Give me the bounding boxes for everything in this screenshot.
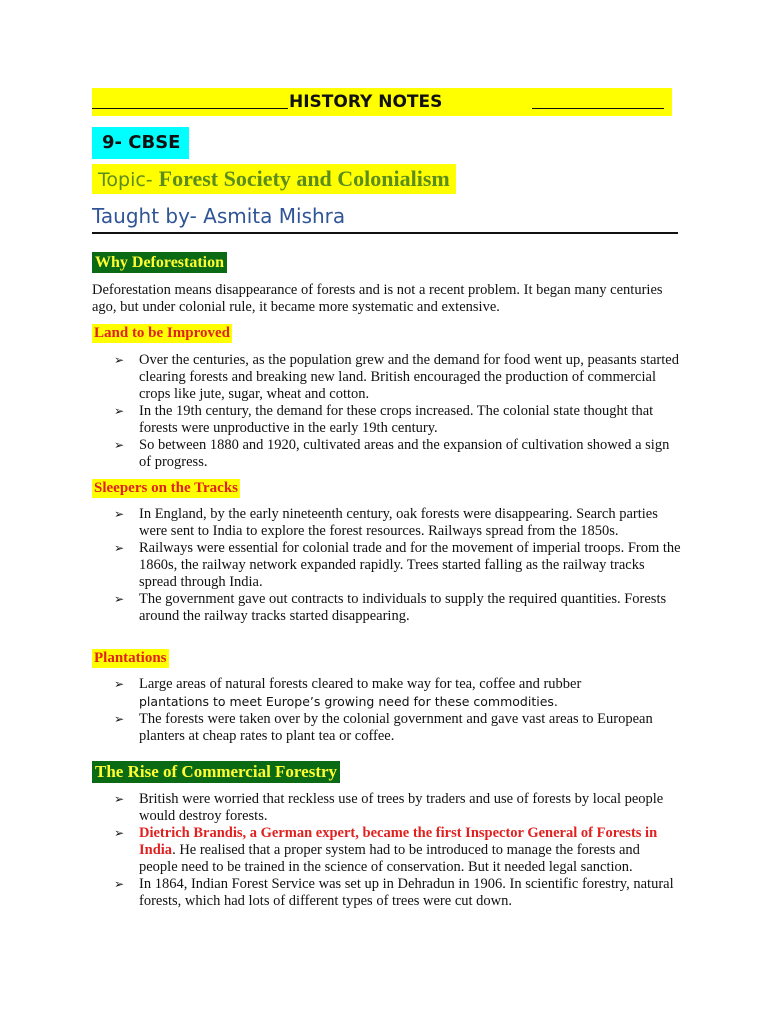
bullet-arrow-icon: ➢	[114, 541, 125, 555]
list-item	[114, 711, 682, 745]
list-item-text: In 1864, Indian Forest Service was set up in Dehradun in 1906. In scientific forestry, natural forests, which had lots of different types of trees were cut down.	[139, 876, 674, 909]
page-title-bar	[92, 88, 672, 116]
list-item-text: British were worried that reckless use of trees by traders and use of forests by local people would destroy forests.	[139, 791, 664, 824]
page-title: HISTORY NOTES	[289, 92, 443, 112]
list-item	[114, 540, 682, 591]
bullet-arrow-icon: ➢	[114, 792, 125, 806]
teacher-name: Taught by- Asmita Mishra	[92, 204, 346, 228]
list-item-text: In the 19th century, the demand for these crops increased. The colonial state thought that forests were unproductive in the early 19th century.	[139, 403, 654, 436]
bullet-arrow-icon: ➢	[114, 677, 125, 691]
bullet-arrow-icon: ➢	[114, 353, 125, 367]
list-item	[114, 676, 682, 711]
section-heading-commercial-forestry: The Rise of Commercial Forestry	[92, 761, 340, 783]
list-item	[114, 876, 682, 910]
sleepers-list	[114, 506, 682, 625]
topic-title: Forest Society and Colonialism	[158, 166, 450, 191]
list-item-text: The forests were taken over by the colonial government and gave vast areas to European planters at cheap rates to plant tea or coffee.	[139, 711, 653, 744]
topic-line	[92, 164, 456, 194]
bullet-arrow-icon: ➢	[114, 507, 125, 521]
title-underline-left	[92, 108, 288, 109]
highlighted-text: Dietrich Brandis, a German expert, became the first Inspector General of Forests in India	[139, 825, 658, 858]
bullet-arrow-icon: ➢	[114, 712, 125, 726]
list-item-text: . He realised that a proper system had to be introduced to manage the forests and people need to be trained in the science of conservation. But it needed legal sanction.	[139, 842, 640, 875]
section-heading-why-deforestation: Why Deforestation	[92, 252, 227, 273]
plantations-list	[114, 676, 682, 745]
list-item	[114, 791, 682, 825]
list-item	[114, 437, 682, 471]
list-item	[114, 825, 682, 876]
list-item	[114, 403, 682, 437]
list-item-text: In England, by the early nineteenth century, oak forests were disappearing. Search parties were sent to India to explore the forest resources. Railways spread from the 1850s.	[139, 506, 658, 539]
bullet-arrow-icon: ➢	[114, 438, 125, 452]
section-heading-sleepers: Sleepers on the Tracks	[94, 480, 239, 496]
list-item	[114, 506, 682, 540]
bullet-arrow-icon: ➢	[114, 592, 125, 606]
topic-label: Topic-	[98, 169, 153, 191]
header-divider	[92, 232, 678, 234]
list-item-text: Large areas of natural forests cleared to make way for tea, coffee and rubber	[139, 676, 582, 692]
list-item-text: So between 1880 and 1920, cultivated areas and the expansion of cultivation showed a sign of progress.	[139, 437, 670, 470]
grade-badge: 9- CBSE	[92, 127, 189, 159]
bullet-arrow-icon: ➢	[114, 404, 125, 418]
title-underline-right	[532, 108, 664, 109]
bullet-arrow-icon: ➢	[114, 826, 125, 840]
list-item-text: Railways were essential for colonial trade and for the movement of imperial troops. From the 1860s, the railway network expanded rapidly. Trees started falling as the railway tracks spread through India.	[139, 540, 681, 590]
bullet-arrow-icon: ➢	[114, 877, 125, 891]
list-item-text-continued: plantations to meet Europe’s growing need for these commodities.	[139, 694, 558, 709]
list-item-text: Over the centuries, as the population grew and the demand for food went up, peasants started clearing forests and breaking new land. British encouraged the production of commercial crops like jute, sugar, wheat and cotton.	[139, 352, 679, 402]
list-item	[114, 591, 682, 625]
land-improved-list	[114, 352, 682, 471]
list-item	[114, 352, 682, 403]
commercial-forestry-list	[114, 791, 682, 910]
section-heading-land-improved: Land to be Improved	[94, 325, 230, 341]
list-item-text: The government gave out contracts to individuals to supply the required quantities. Forests around the railway tracks started disappearing.	[139, 591, 667, 624]
why-deforestation-paragraph: Deforestation means disappearance of forests and is not a recent problem. It began many centuries ago, but under colonial rule, it became more systematic and extensive.	[92, 282, 663, 315]
section-heading-plantations: Plantations	[94, 650, 167, 666]
